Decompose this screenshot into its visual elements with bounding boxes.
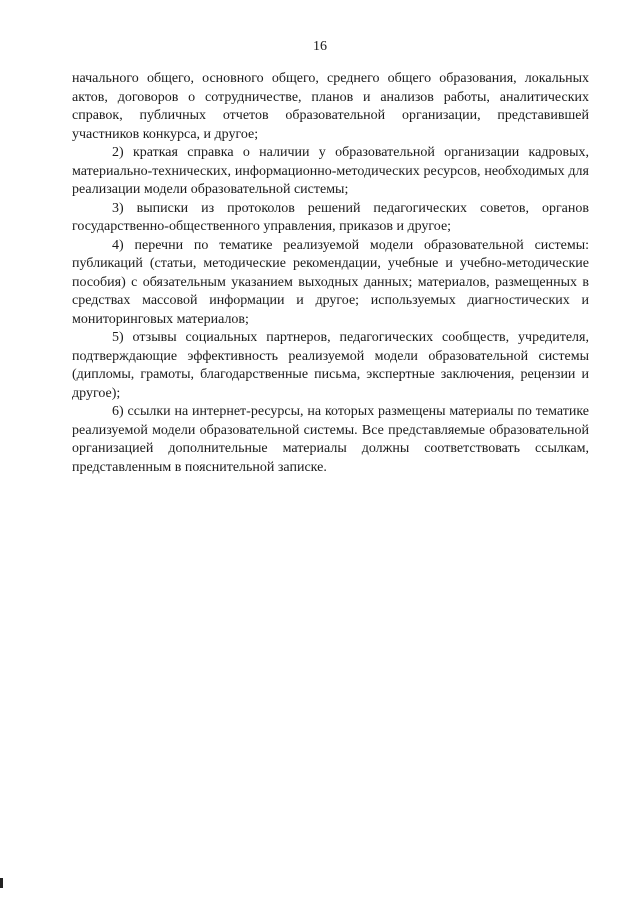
list-item-5: 5) отзывы социальных партнеров, педагогических сообществ, учредителя, подтверждающие эффективность реализуемой модели образовательной системы (дипломы, грамоты, благодарственные письма, экспертные заключения, рецензии и другое); xyxy=(72,330,589,401)
list-item-3: 3) выписки из протоколов решений педагогических советов, органов государственно-общественного управления, приказов и другое; xyxy=(72,200,589,234)
list-item-4: 4) перечни по тематике реализуемой модели образовательной системы: публикаций (статьи, методические рекомендации, учебные и учебно-методические пособия) с обязательным указанием выходных данных; материалов, размещенных в средствах массовой информации и другое; используемых диагностических и мониторинговых материалов; xyxy=(72,237,589,327)
scan-artifact-mark xyxy=(0,878,3,888)
document-body xyxy=(72,70,589,477)
list-item-2: 2) краткая справка о наличии у образовательной организации кадровых, материально-технических, информационно-методических ресурсов, необходимых для реализации модели образовательной системы; xyxy=(72,145,589,197)
page-number: 16 xyxy=(313,39,327,54)
list-item-6: 6) ссылки на интернет-ресурсы, на которых размещены материалы по тематике реализуемой модели образовательной системы. Все представляемые образовательной организацией дополнительные материалы должны соответствовать ссылкам, представленным в пояснительной записке. xyxy=(72,404,589,475)
paragraph-continuation: начального общего, основного общего, среднего общего образования, локальных актов, договоров о сотрудничестве, планов и анализов работы, аналитических справок, публичных отчетов образовательной организации, представившей участников конкурса, и другое; xyxy=(72,71,589,142)
